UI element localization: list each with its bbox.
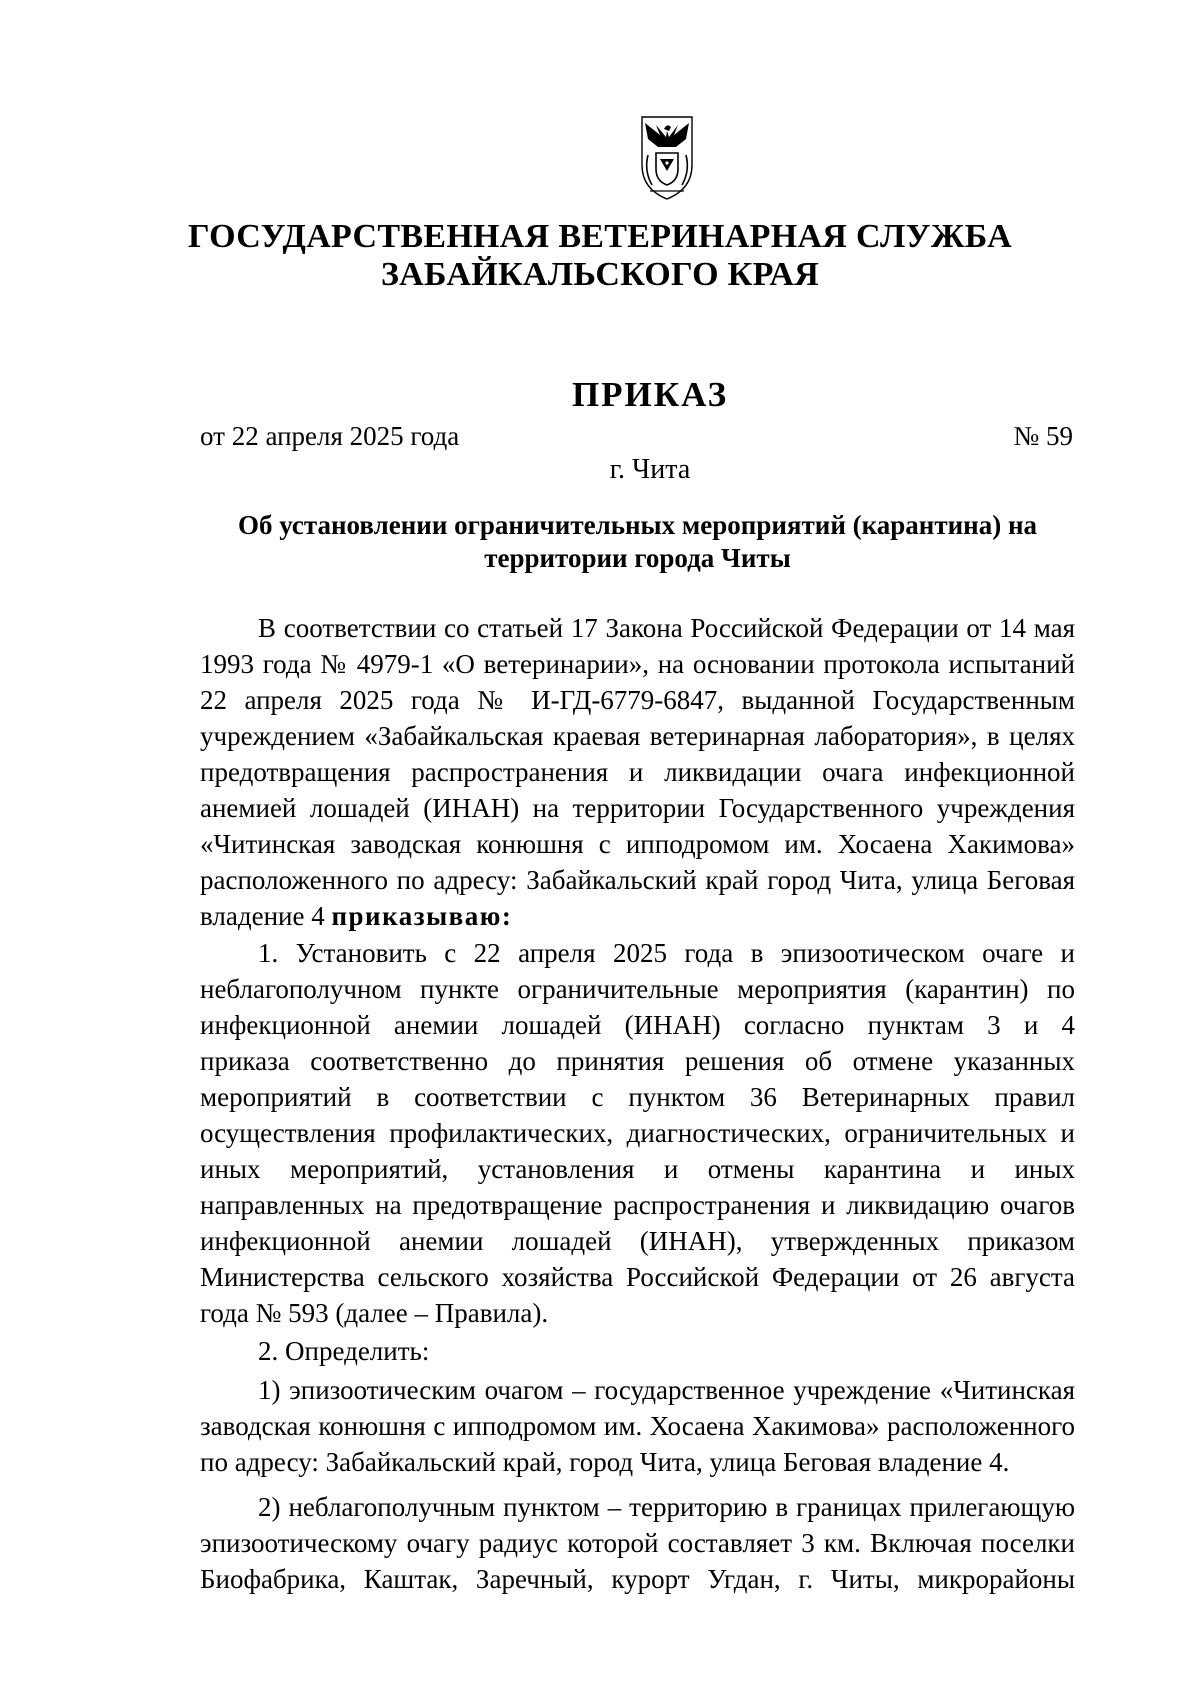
body-line: Министерства сельского хозяйства Российской Федерации от 26 августа <box>200 1262 1075 1292</box>
body-line: иных мероприятий, установления и отмены карантина и иных <box>200 1154 1075 1184</box>
order-number: № 59 <box>1013 421 1073 451</box>
body-line-last: по адресу: Забайкальский край, город Чита, улица Беговая владение 4. <box>200 1447 1010 1477</box>
order-date: от 22 апреля 2025 года <box>200 421 460 451</box>
body-line: расположенного по адресу: Забайкальский край город Чита, улица Беговая <box>200 865 1075 895</box>
order-subject-line-2: территории города Читы <box>484 543 791 573</box>
body-line: 22 апреля 2025 года № И-ГД-6779-6847, выданной Государственным <box>200 685 1075 715</box>
organization-title-line-2: ЗАБАЙКАЛЬСКОГО КРАЯ <box>380 256 820 293</box>
body-line: 1) эпизоотическим очагом – государственное учреждение «Читинская <box>258 1375 1075 1405</box>
body-line: неблагополучном пункте ограничительные мероприятия (карантин) по <box>200 974 1075 1004</box>
document-type-heading: ПРИКАЗ <box>571 375 729 414</box>
body-line: 2. Определить: <box>258 1336 430 1366</box>
body-text: владение 4 <box>200 901 325 931</box>
body-line: мероприятий в соответствии с пунктом 36 Ветеринарных правил <box>200 1082 1075 1112</box>
body-line: 1. Установить с 22 апреля 2025 года в эпизоотическом очаге и <box>258 938 1075 968</box>
body-line: анемией лошадей (ИНАН) на территории Государственного учреждения <box>200 793 1075 823</box>
body-line: эпизоотическому очагу радиус которой составляет 3 км. Включая поселки <box>200 1528 1075 1558</box>
body-line: 2) неблагополучным пунктом – территорию в границах прилегающую <box>258 1492 1075 1522</box>
body-line-last: года № 593 (далее – Правила). <box>200 1298 549 1328</box>
organization-title-line-1: ГОСУДАРСТВЕННАЯ ВЕТЕРИНАРНАЯ СЛУЖБА <box>188 218 1012 255</box>
body-line: В соответствии со статьей 17 Закона Российской Федерации от 14 мая <box>258 613 1075 643</box>
body-line: учреждением «Забайкальская краевая ветеринарная лаборатория», в целях <box>200 721 1075 751</box>
body-line: Биофабрика, Каштак, Заречный, курорт Угдан, г. Читы, микрорайоны <box>200 1564 1075 1594</box>
coat-of-arms-emblem <box>636 113 698 201</box>
body-line: инфекционной анемии лошадей (ИНАН), утвержденных приказом <box>200 1226 1075 1256</box>
issue-city: г. Чита <box>609 454 691 485</box>
body-line: «Читинская заводская конюшня с ипподромом им. Хосаена Хакимова» <box>200 829 1075 859</box>
body-line: заводская конюшня с ипподромом им. Хосаена Хакимова» расположенного <box>200 1411 1075 1441</box>
order-subject-line-1: Об установлении ограничительных мероприятий (карантина) на <box>237 510 1038 540</box>
body-line: инфекционной анемии лошадей (ИНАН) согласно пунктам 3 и 4 <box>200 1010 1075 1040</box>
body-line: предотвращения распространения и ликвидации очага инфекционной <box>200 757 1075 787</box>
body-line: осуществления профилактических, диагностических, ограничительных и <box>200 1118 1075 1148</box>
body-line-last <box>200 898 1075 934</box>
order-directive: приказываю: <box>331 901 513 931</box>
body-line: направленных на предотвращение распространения и ликвидацию очагов <box>200 1190 1075 1220</box>
body-line: приказа соответственно до принятия решения об отмене указанных <box>200 1046 1075 1076</box>
body-line: 1993 года № 4979-1 «О ветеринарии», на основании протокола испытаний <box>200 649 1075 679</box>
